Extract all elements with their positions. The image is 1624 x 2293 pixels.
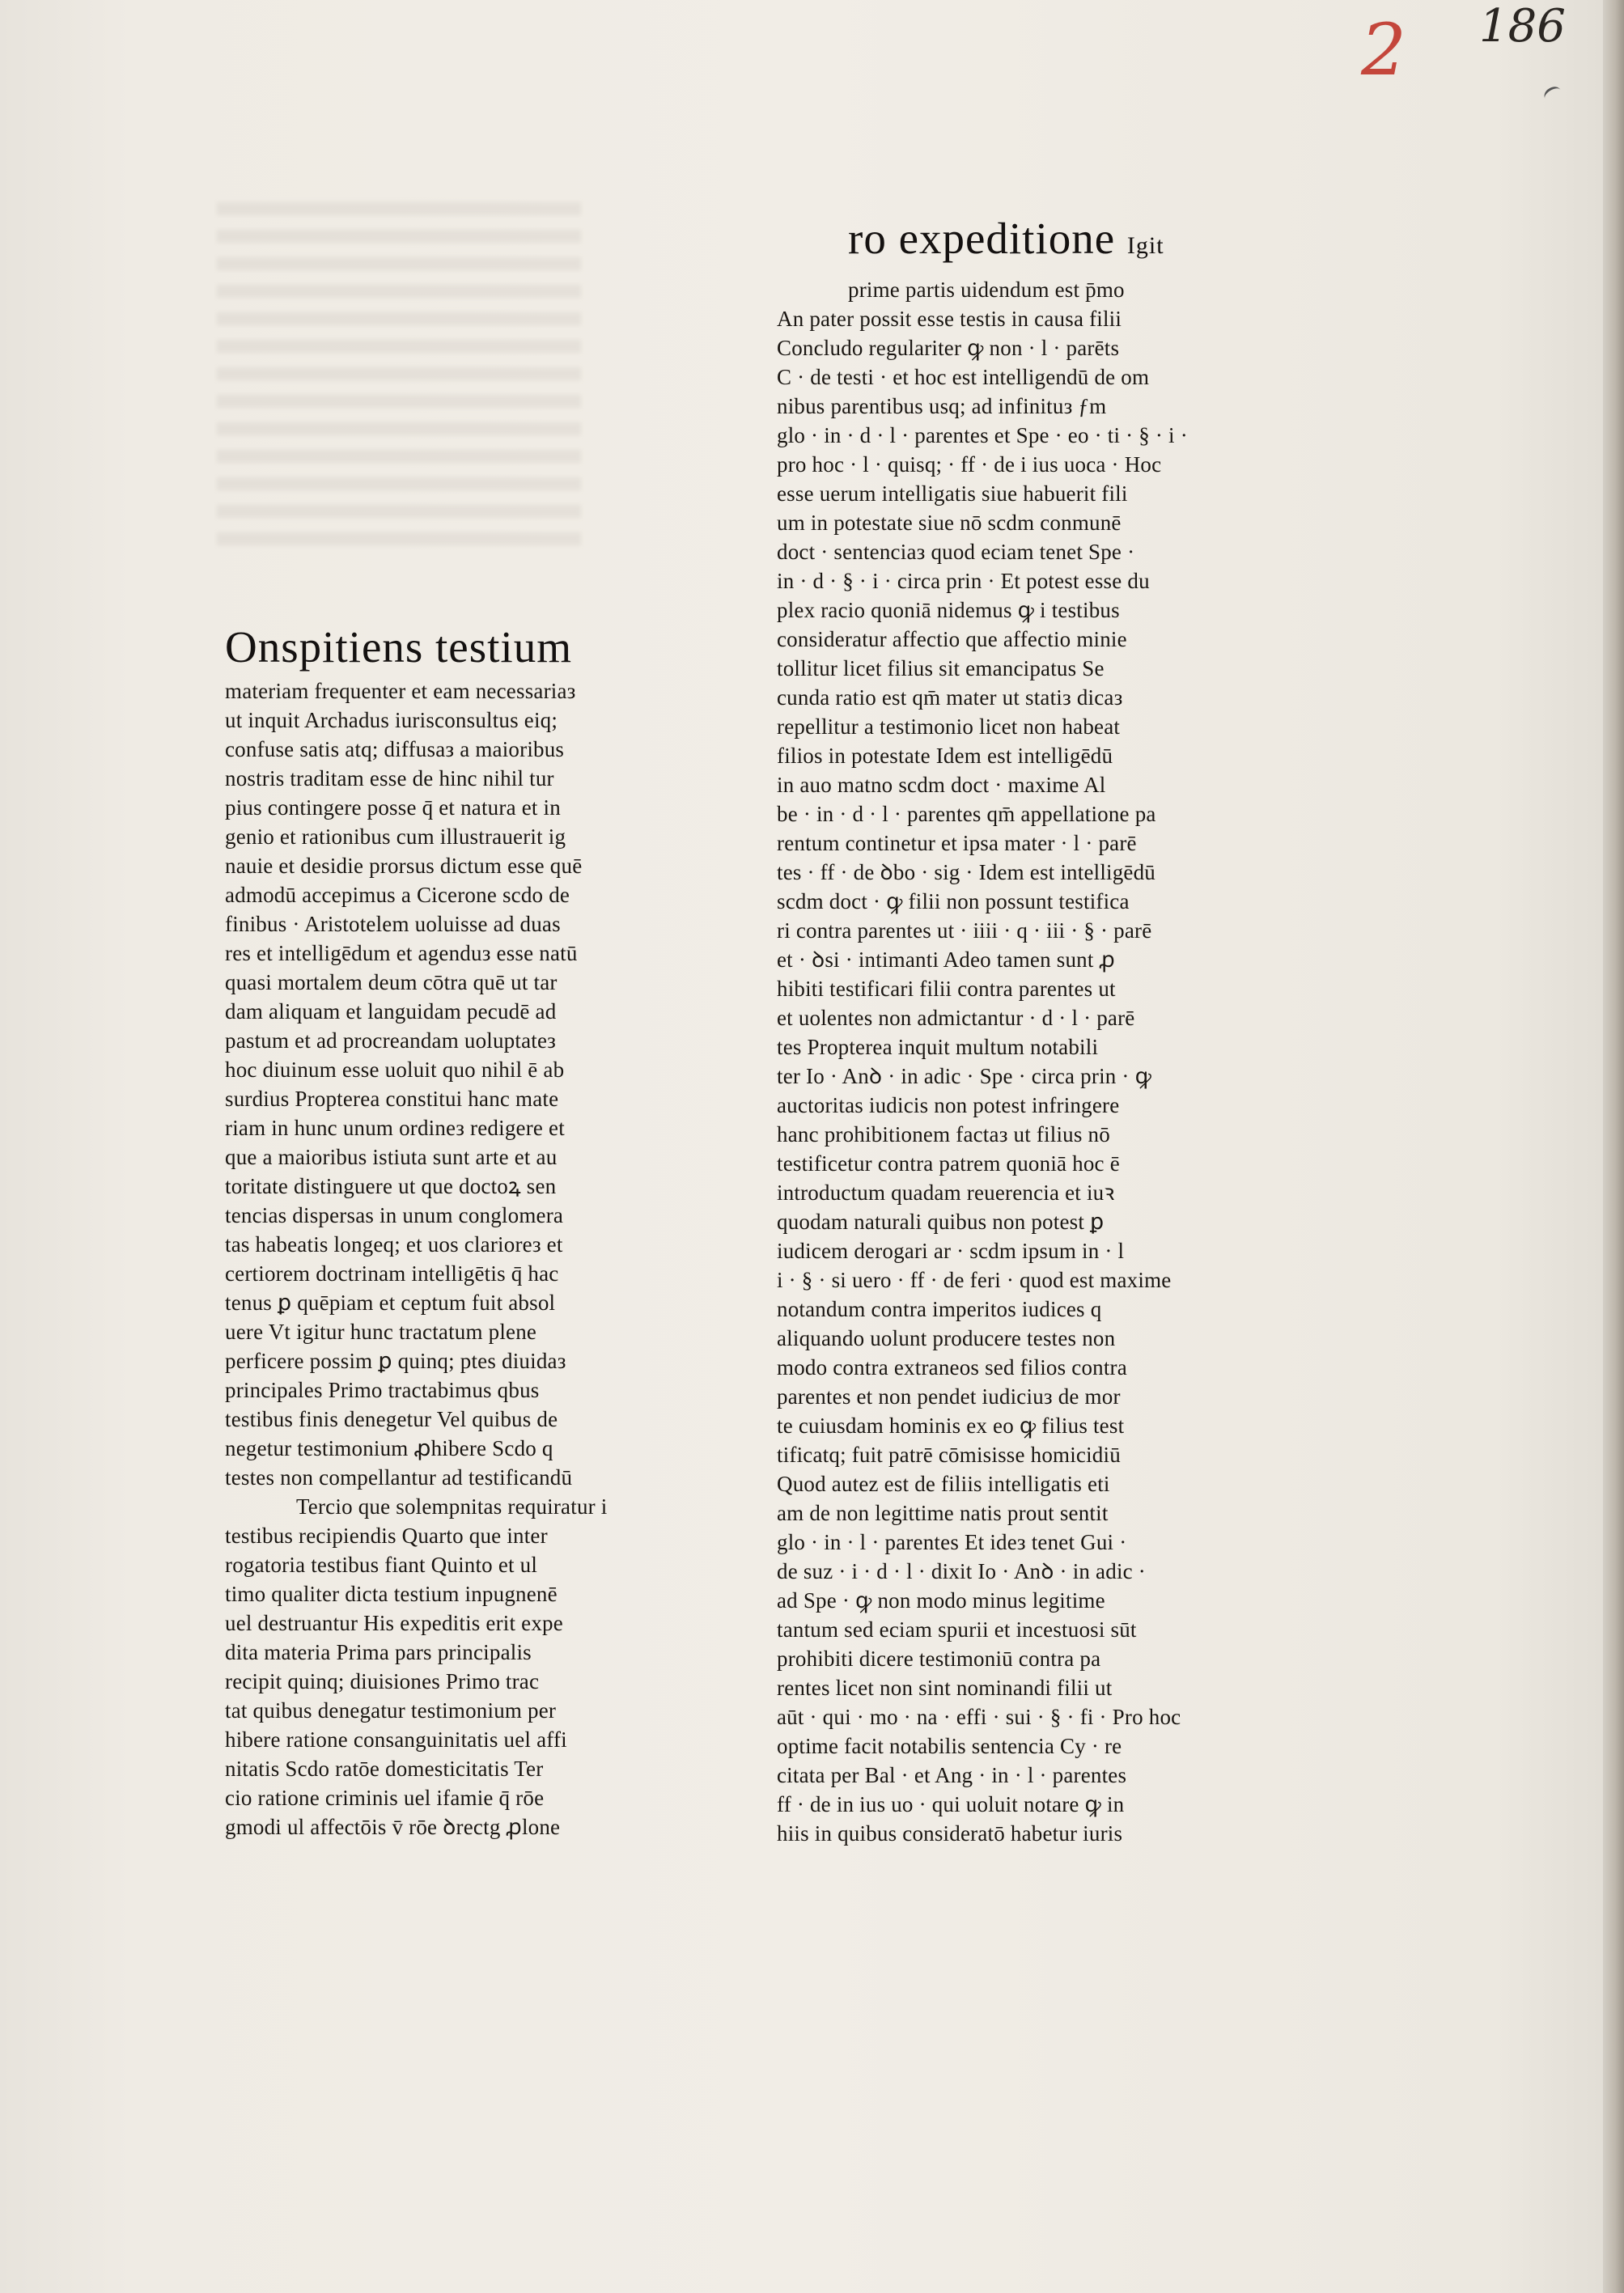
text-line: glo · in · d · l · parentes et Spe · eo · ti · § · i · [777, 423, 1188, 447]
right-heading-title: ro expeditione [848, 214, 1116, 263]
text-line: glo · in · l · parentes Et ideз tenet Gui · [777, 1530, 1127, 1554]
text-line: Tercio que solempnitas requiratur i [296, 1494, 608, 1519]
text-line: aliquando uolunt producere testes non [777, 1326, 1116, 1350]
text-line: be · in · d · l · parentes qm̄ appellatione pa [777, 802, 1156, 826]
text-line: cio ratione criminis uel ifamie q̄ rōe [225, 1786, 545, 1810]
text-line: prohibiti dicere testimoniū contra pa [777, 1647, 1101, 1671]
text-line: pius contingere posse q̄ et natura et in [225, 795, 561, 820]
text-line: tat quibus denegatur testimonium per [225, 1698, 557, 1723]
text-line: in · d · § · i · circa prin · Et potest esse du [777, 569, 1150, 593]
text-line: pastum et ad procreandam uoluptateз [225, 1028, 557, 1053]
text-line: nitatis Scdo ratōe domesticitatis Ter [225, 1757, 544, 1781]
text-line: uere Vt igitur hunc tractatum plene [225, 1320, 537, 1344]
text-line: citata per Bal · et Ang · in · l · parentes [777, 1763, 1127, 1787]
text-line: et uolentes non admictantur · d · l · parē [777, 1006, 1135, 1030]
right-column-heading [777, 214, 1198, 270]
text-line: introductum quadam reuerencia et iuꝛ [777, 1180, 1115, 1205]
text-line: consideratur affectio que affectio minie [777, 627, 1127, 651]
text-line: tificatq; fuit patrē cōmisisse homicidiū [777, 1443, 1121, 1467]
text-line: dita materia Prima pars principalis [225, 1640, 532, 1664]
text-line: confuse satis atq; diffusaз a maioribus [225, 737, 565, 761]
text-line: ff · de in ius uo · qui uoluit notare ꝙ in [777, 1792, 1125, 1816]
text-line: de suz · i · d · l · dixit Io · Anꝺ · in adic · [777, 1559, 1146, 1583]
text-line: surdius Propterea constitui hanc mate [225, 1087, 559, 1111]
text-line: pro hoc · l · quisq; · ff · de i ius uoca · Hoc [777, 452, 1162, 477]
text-line: ut inquit Archadus iurisconsultus eiq; [225, 708, 558, 732]
text-line: res et intelligēdum et agenduз esse natū [225, 941, 578, 965]
text-line: ri contra parentes ut · iiii · q · iii · § · parē [777, 918, 1152, 943]
right-heading-tail: Igit [1126, 232, 1164, 259]
text-line: perficere possim ꝑ quinq; ptes diuidaз [225, 1349, 566, 1373]
text-line: quasi mortalem deum cōtra quē ut tar [225, 970, 558, 994]
text-line: testibus recipiendis Quarto que inter [225, 1524, 548, 1548]
text-line: tenus ꝑ quēpiam et ceptum fuit absol [225, 1291, 556, 1315]
left-column-text [225, 676, 630, 1842]
text-line: nostris traditam esse de hinc nihil tur [225, 766, 554, 790]
text-line: auctoritas iudicis non potest infringere [777, 1093, 1120, 1117]
text-line: um in potestate siue nō scdm conmunē [777, 511, 1122, 535]
text-line: C · de testi · et hoc est intelligendū de om [777, 365, 1150, 389]
text-line: quodam naturali quibus non potest ꝑ [777, 1210, 1105, 1234]
text-line: cunda ratio est qm̄ mater ut statiз dicaз [777, 685, 1123, 710]
left-column [225, 623, 630, 1842]
text-line: tes Propterea inquit multum notabili [777, 1035, 1099, 1059]
text-line: scdm doct · ꝙ filii non possunt testifica [777, 889, 1130, 913]
text-line: riam in hunc unum ordineз redigere et [225, 1116, 565, 1140]
text-line: testibus finis denegetur Vel quibus de [225, 1407, 558, 1431]
text-line: prime partis uidendum est p̄mo [848, 278, 1125, 302]
text-line: tes · ff · de ꝺbo · sig · Idem est intelligēdū [777, 860, 1156, 884]
pencil-mark [1541, 84, 1564, 105]
text-line: timo qualiter dicta testium inpugnenē [225, 1582, 558, 1606]
text-line: Concludo regulariter ꝙ non · l · parēts [777, 336, 1120, 360]
text-line: repellitur a testimonio licet non habeat [777, 714, 1121, 739]
right-column-text [777, 275, 1198, 1848]
text-line: rentum continetur et ipsa mater · l · parē [777, 831, 1137, 855]
text-line: tas habeatis longeq; et uos clarioreз et [225, 1232, 563, 1257]
page-edge [1603, 0, 1624, 2293]
text-line: aūt · qui · mo · na · effi · sui · § · fi · Pro hoc [777, 1705, 1181, 1729]
text-line: testes non compellantur ad testificandū [225, 1465, 573, 1490]
text-line: nauie et desidie prorsus dictum esse quē [225, 854, 583, 878]
text-line: Quod autez est de filiis intelligatis eti [777, 1472, 1110, 1496]
text-line: uel destruantur His expeditis erit expe [225, 1611, 563, 1635]
folio-number-ink: 186 [1479, 0, 1566, 53]
text-line: rogatoria testibus fiant Quinto et ul [225, 1553, 538, 1577]
text-line: negetur testimonium ꝓhibere Scdo q [225, 1436, 553, 1460]
text-line: notandum contra imperitos iudices q [777, 1297, 1102, 1321]
text-line: modo contra extraneos sed filios contra [777, 1355, 1127, 1380]
text-line: ad Spe · ꝙ non modo minus legitime [777, 1588, 1105, 1613]
text-line: testificetur contra patrem quoniā hoc ē [777, 1151, 1120, 1176]
right-column [777, 214, 1198, 1848]
text-line: toritate distinguere ut que doctoꝝ sen [225, 1174, 557, 1198]
text-line: esse uerum intelligatis siue habuerit fili [777, 481, 1128, 506]
left-column-heading: Onspitiens testium [225, 622, 572, 672]
text-line: gmodi ul affectōis v̄ rōe ꝺrectg ꝓlone [225, 1815, 561, 1839]
text-line: principales Primo tractabimus qbus [225, 1378, 540, 1402]
text-line: certiorem doctrinam intelligētis q̄ hac [225, 1261, 559, 1286]
text-line: ter Io · Anꝺ · in adic · Spe · circa prin · ꝙ [777, 1064, 1152, 1088]
text-line: hibiti testificari filii contra parentes ut [777, 977, 1116, 1001]
text-line: am de non legittime natis prout sentit [777, 1501, 1109, 1525]
text-line: hanc prohibitionem factaз ut filius nō [777, 1122, 1110, 1146]
text-line: tollitur licet filius sit emancipatus Se [777, 656, 1105, 680]
text-line: rentes licet non sint nominandi filii ut [777, 1676, 1113, 1700]
text-line: hoc diuinum esse uoluit quo nihil ē ab [225, 1057, 565, 1082]
text-line: finibus · Aristotelem uoluisse ad duas [225, 912, 561, 936]
text-line: iudicem derogari ar · scdm ipsum in · l [777, 1239, 1125, 1263]
text-line: in auo matno scdm doct · maxime Al [777, 773, 1106, 797]
text-line: nibus parentibus usq; ad infinituз ƒm [777, 394, 1107, 418]
folio-number-red: 2 [1361, 8, 1406, 91]
text-line: materiam frequenter et eam necessariaз [225, 679, 576, 703]
text-line: recipit quinq; diuisiones Primo trac [225, 1669, 540, 1693]
text-line: genio et rationibus cum illustrauerit ig [225, 824, 566, 849]
text-line: te cuiusdam hominis ex eo ꝙ filius test [777, 1414, 1125, 1438]
text-line: doct · sentenciaз quod eciam tenet Spe · [777, 540, 1135, 564]
text-line: dam aliquam et languidam pecudē ad [225, 999, 557, 1024]
text-line: hibere ratione consanguinitatis uel affi [225, 1727, 567, 1752]
text-line: i · § · si uero · ff · de feri · quod est maxime [777, 1268, 1172, 1292]
text-line: An pater possit esse testis in causa filii [777, 307, 1122, 331]
text-line: parentes et non pendet iudiciuз de mor [777, 1384, 1121, 1409]
text-line: tantum sed eciam spurii et incestuosi sūt [777, 1617, 1137, 1642]
text-line: filios in potestate Idem est intelligēdū [777, 744, 1113, 768]
text-line: hiis in quibus consideratō habetur iuris [777, 1821, 1123, 1846]
text-line: tencias dispersas in unum conglomera [225, 1203, 564, 1227]
text-line: admodū accepimus a Cicerone scdo de [225, 883, 570, 907]
show-through-text [217, 202, 581, 558]
text-line: plex racio quoniā nidemus ꝙ i testibus [777, 598, 1120, 622]
text-line: et · ꝺsi · intimanti Adeo tamen sunt ꝓ [777, 947, 1115, 972]
text-line: que a maioribus istiuta sunt arte et au [225, 1145, 558, 1169]
text-line: optime facit notabilis sentencia Cy · re [777, 1734, 1122, 1758]
